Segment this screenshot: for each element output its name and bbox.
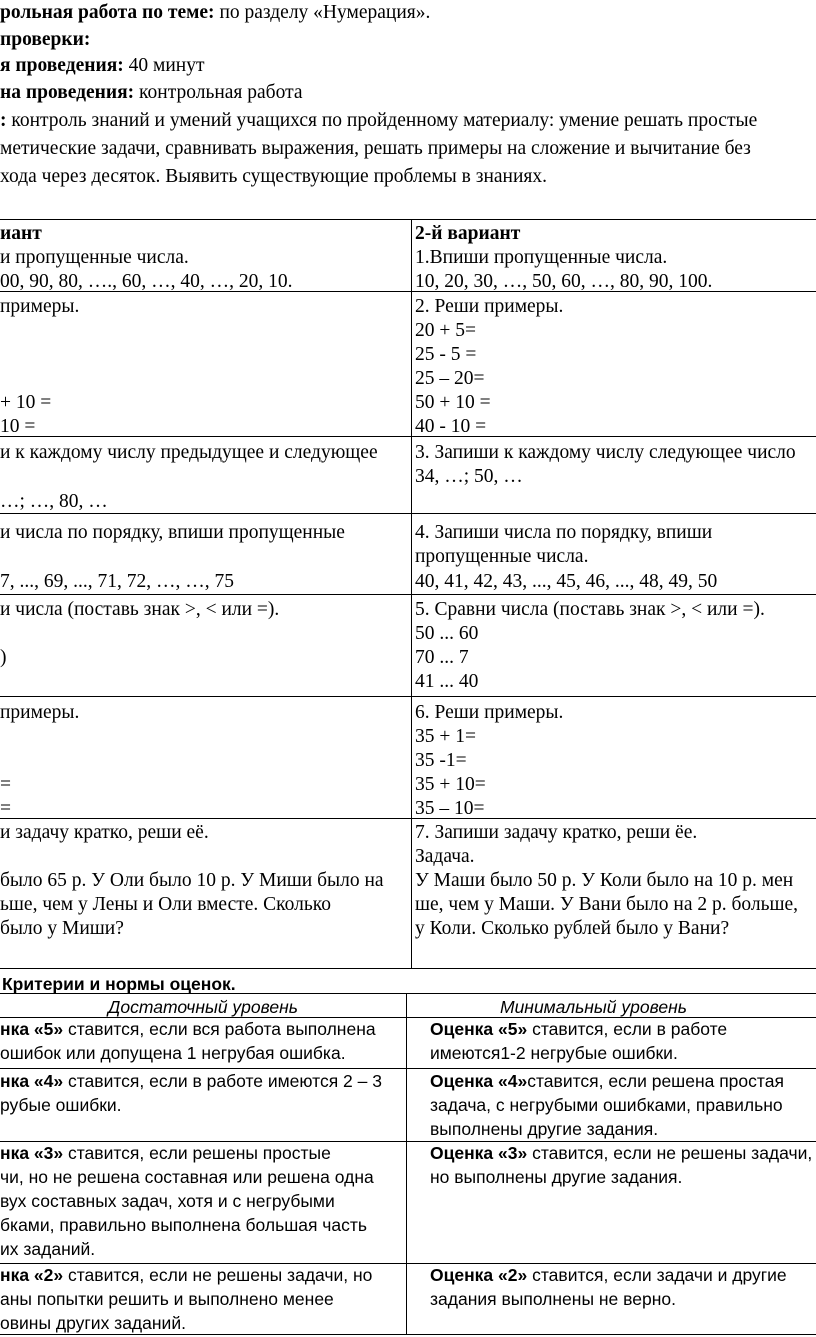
v1-task-7-line: было 65 р. У Оли было 10 р. У Миши было на [0, 870, 384, 891]
v2-task-7-line: У Маши было 50 р. У Коли было на 10 р. мен [415, 870, 794, 891]
v1-task-2-line: + 10 = [0, 392, 52, 413]
intro-line-5: : контроль знаний и умений учащихся по пройденному материалу: умение решать простые [0, 110, 758, 131]
grade-5-sufficient: ошибок или допущена 1 негрубая ошибка. [0, 1043, 346, 1063]
v2-task-3-line: 34, …; 50, … [415, 466, 523, 487]
grade-4-sufficient: рубые ошибки. [0, 1095, 122, 1115]
v1-task-6-line: = [0, 774, 11, 795]
grade-2-sufficient: овины других заданий. [0, 1313, 186, 1333]
v2-task-1-line: 1.Впиши пропущенные числа. [415, 247, 668, 268]
grade-3-sufficient: бками, правильно выполнена большая часть [0, 1215, 368, 1235]
intro-line-6: метические задачи, сравнивать выражения, решать примеры на сложение и вычитание без [0, 138, 751, 159]
criteria-title: Критерии и нормы оценок. [2, 974, 236, 994]
grade-5-minimal: Оценка «5» ставится, если в работе [430, 1019, 728, 1039]
v1-task-6-line: примеры. [0, 702, 80, 723]
v1-task-3-line: …; …, 80, … [0, 491, 108, 512]
v1-task-2-line: примеры. [0, 296, 80, 317]
v2-task-6-line: 35 – 10= [415, 798, 485, 819]
grade-4-minimal: задача, с негрубыми ошибками, правильно [430, 1095, 783, 1115]
grade-2-sufficient: нка «2» ставится, если не решены задачи, но [0, 1265, 373, 1285]
v2-task-6-line: 35 -1= [415, 750, 467, 771]
v2-task-1-line: 10, 20, 30, …, 50, 60, …, 80, 90, 100. [415, 271, 713, 292]
v2-task-5-line: 41 ... 40 [415, 671, 479, 692]
criteria-minimal-column [407, 1017, 816, 1335]
intro-line-1: рольная работа по теме: по разделу «Нумерация». [0, 2, 431, 23]
v2-task-4-line: пропущенные числа. [415, 546, 589, 567]
v1-task-5-line: ) [0, 647, 7, 668]
grade-2-sufficient: аны попытки решить и выполнено менее [0, 1289, 334, 1309]
grade-5-sufficient: нка «5» ставится, если вся работа выполнена [0, 1019, 376, 1039]
grade-3-sufficient: нка «3» ставится, если решены простые [0, 1143, 331, 1163]
grade-2-minimal: Оценка «2» ставится, если задачи и другие [430, 1265, 787, 1285]
criteria-header-sufficient: Достаточный уровень [108, 997, 298, 1017]
v2-task-2-line: 2. Реши примеры. [415, 296, 564, 317]
v1-task-1-line: и пропущенные числа. [0, 247, 189, 268]
intro-line-4: на проведения: контрольная работа [0, 82, 303, 103]
grade-4-sufficient: нка «4» ставится, если в работе имеются 2 – 3 [0, 1071, 382, 1091]
grade-4-minimal: Оценка «4»ставится, если решена простая [430, 1071, 784, 1091]
v2-task-5-line: 70 ... 7 [415, 647, 469, 668]
v2-task-6-line: 6. Реши примеры. [415, 702, 564, 723]
v2-task-5-line: 50 ... 60 [415, 623, 479, 644]
intro-line-2: проверки: [0, 29, 91, 50]
grade-3-sufficient: вух составных задач, хотя и с негрубыми [0, 1191, 335, 1211]
v1-task-7-line: и задачу кратко, реши её. [0, 822, 209, 843]
v2-task-6-line: 35 + 1= [415, 726, 476, 747]
grade-4-minimal: выполнены другие задания. [430, 1119, 659, 1139]
v2-task-2-line: 40 - 10 = [415, 416, 487, 437]
intro-line-3: я проведения: 40 минут [0, 55, 205, 76]
variant-1-column [0, 219, 410, 968]
v2-task-5-line: 5. Сравни числа (поставь знак >, < или =). [415, 599, 765, 620]
v1-task-2-line: 10 = [0, 416, 36, 437]
v1-task-5-line: и числа (поставь знак >, < или =). [0, 599, 280, 620]
grade-2-minimal: задания выполнены не верно. [430, 1289, 676, 1309]
variant-2-header: 2-й вариант [415, 223, 521, 244]
v1-task-7-line: было у Миши? [0, 918, 124, 939]
v2-task-2-line: 20 + 5= [415, 320, 476, 341]
grade-3-minimal: Оценка «3» ставится, если не решены задачи, [430, 1143, 813, 1163]
v2-task-4-line: 4. Запиши числа по порядку, впиши [415, 522, 713, 543]
grade-5-minimal: имеются1-2 негрубые ошибки. [430, 1043, 678, 1063]
variant-2-column [413, 219, 816, 968]
v2-task-7-line: 7. Запиши задачу кратко, реши ёе. [415, 822, 698, 843]
grade-3-minimal: но выполнены другие задания. [430, 1167, 683, 1187]
v1-task-3-line: и к каждому числу предыдущее и следующее [0, 442, 378, 463]
v2-task-2-line: 50 + 10 = [415, 392, 491, 413]
grade-3-sufficient: чи, но не решена составная или решена одна [0, 1167, 374, 1187]
v2-task-7-line: у Коли. Сколько рублей было у Вани? [415, 918, 730, 939]
v2-task-7-line: Задача. [415, 846, 475, 867]
criteria-sufficient-column [0, 1017, 405, 1335]
v2-task-6-line: 35 + 10= [415, 774, 486, 795]
v2-task-4-line: 40, 41, 42, 43, ..., 45, 46, ..., 48, 49, 50 [415, 571, 718, 592]
v1-task-4-line: и числа по порядку, впиши пропущенные [0, 522, 345, 543]
v1-task-7-line: ьше, чем у Лены и Оли вместе. Сколько [0, 894, 331, 915]
intro-line-7: хода через десяток. Выявить существующие проблемы в знаниях. [0, 166, 547, 187]
v2-task-7-line: ше, чем у Маши. У Вани было на 2 р. больше, [415, 894, 799, 915]
v2-task-2-line: 25 – 20= [415, 368, 485, 389]
v1-task-6-line: = [0, 798, 11, 819]
variant-1-header: иант [0, 223, 42, 244]
v1-task-4-line: 7, ..., 69, ..., 71, 72, …, …, 75 [0, 571, 234, 592]
grade-3-sufficient: их заданий. [0, 1239, 96, 1259]
v1-task-1-line: 00, 90, 80, …., 60, …, 40, …, 20, 10. [0, 271, 293, 292]
v2-task-2-line: 25 - 5 = [415, 344, 477, 365]
criteria-header-minimal: Минимальный уровень [500, 997, 687, 1017]
v2-task-3-line: 3. Запиши к каждому числу следующее число [415, 442, 796, 463]
